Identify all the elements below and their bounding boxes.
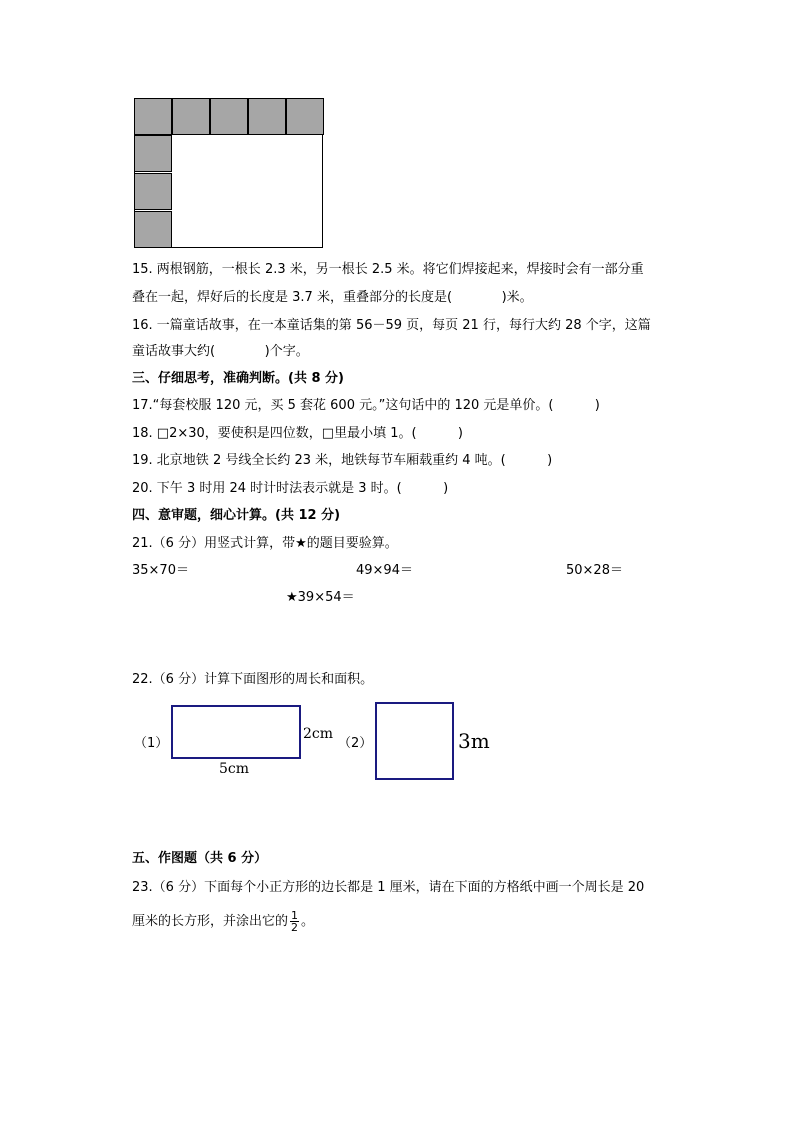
- q23-line2: [132, 910, 314, 933]
- q22-fig1-width-label: 5cm: [219, 761, 250, 777]
- grid-shaded-cell: [134, 173, 172, 210]
- grid-shaded-cell: [286, 98, 324, 135]
- q21-text: 21.（6 分）用竖式计算，带★的题目要验算。: [132, 536, 398, 551]
- fraction-numerator: 1: [291, 909, 299, 922]
- section5-title: 五、作图题（共 6 分）: [132, 851, 268, 866]
- section4-title: 四、意审题，细心计算。(共 12 分): [132, 508, 341, 523]
- grid-shaded-cell: [134, 211, 172, 248]
- one-half-fraction: [290, 910, 299, 933]
- shaded-grid-figure: [134, 98, 323, 248]
- q17: 17.“每套校服 120 元，买 5 套花 600 元。”这句话中的 120 元是单价。( ): [132, 398, 600, 413]
- q22-fig2-side-label: 3m: [458, 729, 490, 753]
- q23-line1: 23.（6 分）下面每个小正方形的边长都是 1 厘米，请在下面的方格纸中画一个周长是 20: [132, 880, 645, 895]
- grid-shaded-cell: [248, 98, 286, 135]
- fraction-denominator: 2: [291, 921, 299, 934]
- q16-line1: 16. 一篇童话故事，在一本童话集的第 56－59 页，每页 21 行，每行大约 28 个字，这篇: [132, 318, 651, 333]
- grid-shaded-cell: [134, 135, 172, 172]
- q22-square-figure: [375, 702, 454, 780]
- q20: 20. 下午 3 时用 24 时计时法表示就是 3 时。( ): [132, 481, 449, 496]
- q22-fig1-label: （1）: [134, 736, 169, 751]
- q16-line2: 童话故事大约( )个字。: [132, 344, 309, 359]
- q22-fig2-label: （2）: [338, 736, 373, 751]
- q18: 18. □2×30，要使积是四位数，□里最小填 1。( ): [132, 426, 463, 441]
- q22-fig1-height-label: 2cm: [303, 726, 334, 742]
- section3-title: 三、仔细思考，准确判断。(共 8 分): [132, 371, 344, 386]
- q21-expr-1: 35×70＝: [132, 563, 189, 578]
- q15-line1: 15. 两根钢筋，一根长 2.3 米，另一根长 2.5 米。将它们焊接起来，焊接时会有一部分重: [132, 262, 644, 277]
- q22-text: 22.（6 分）计算下面图形的周长和面积。: [132, 672, 374, 687]
- grid-shaded-cell: [210, 98, 248, 135]
- q23-line2-suffix: 。: [301, 914, 315, 929]
- q22-rectangle-figure: [171, 705, 301, 759]
- q21-expr-2: 49×94＝: [356, 563, 413, 578]
- q21-expr-3: 50×28＝: [566, 563, 623, 578]
- grid-shaded-cell: [134, 98, 172, 135]
- q19: 19. 北京地铁 2 号线全长约 23 米，地铁每节车厢载重约 4 吨。( ): [132, 453, 553, 468]
- q15-line2: 叠在一起，焊好后的长度是 3.7 米，重叠部分的长度是( )米。: [132, 290, 533, 305]
- q21-expr-4: ★39×54＝: [286, 590, 355, 605]
- grid-shaded-cell: [172, 98, 210, 135]
- q23-line2-prefix: 厘米的长方形，并涂出它的: [132, 914, 289, 929]
